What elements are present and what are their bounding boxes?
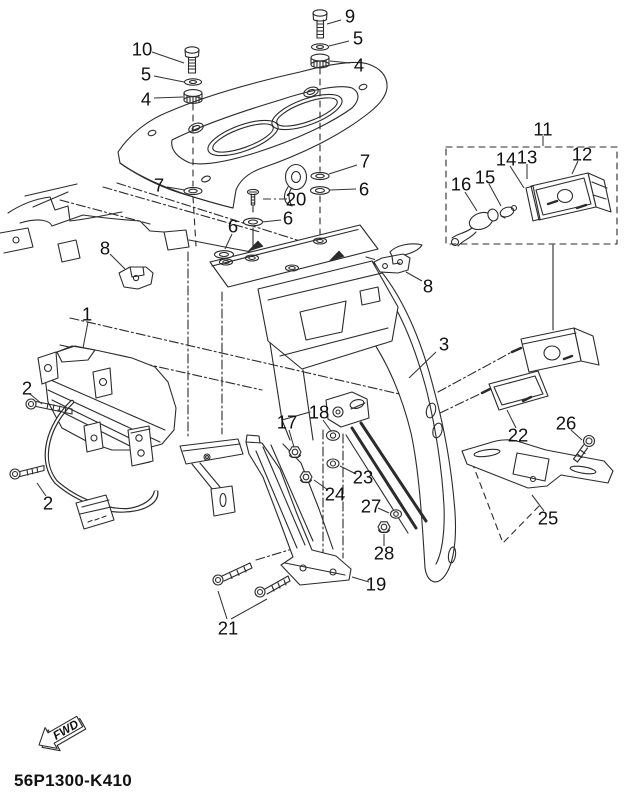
callout-20: 20: [285, 188, 307, 210]
callout-leader-6: [262, 220, 281, 222]
callout-5: 5: [352, 27, 364, 49]
part-bulb-socket-16: [452, 208, 500, 246]
fwd-arrow: [33, 710, 89, 758]
callout-24: 24: [324, 483, 346, 505]
part-code: 56P1300-K410: [14, 771, 132, 790]
part-washer-23: [327, 459, 339, 468]
callout-18: 18: [308, 401, 330, 423]
callout-leader-8: [406, 272, 422, 281]
callout-25: 25: [537, 507, 559, 529]
callout-7: 7: [359, 150, 371, 172]
callout-8: 8: [422, 275, 434, 297]
callout-22: 22: [507, 424, 529, 446]
part-nut-28: [378, 522, 390, 533]
part-damper-left: [184, 90, 202, 104]
part-taillight: [38, 346, 176, 465]
part-taillight-mount-plate: [180, 439, 243, 516]
callout-leader-21: [218, 591, 227, 619]
callout-21: 21: [217, 617, 239, 639]
callout-leader-5: [329, 41, 349, 46]
part-bolt-2-lower: [10, 466, 44, 480]
callout-leader-21: [231, 599, 267, 619]
part-license-bracket-25: [462, 440, 613, 488]
part-washer-27: [391, 510, 402, 518]
callout-leader-5: [154, 76, 184, 82]
part-bulb-15: [499, 205, 517, 218]
callout-6: 6: [282, 207, 294, 229]
callout-6: 6: [227, 215, 239, 237]
part-reflector-22: [482, 371, 548, 410]
callout-16: 16: [450, 173, 472, 195]
part-nut-17: [289, 447, 301, 458]
part-nut-24: [300, 472, 312, 483]
callout-9: 9: [344, 5, 356, 27]
callout-leader-9: [327, 20, 341, 24]
callout-13: 13: [516, 146, 538, 168]
callout-23: 23: [352, 466, 374, 488]
callout-17: 17: [276, 411, 298, 433]
callout-leader-8: [110, 254, 125, 269]
callout-6: 6: [358, 178, 370, 200]
callout-leader-16: [465, 192, 477, 211]
callout-leader-1: [83, 322, 88, 348]
callout-7: 7: [153, 174, 165, 196]
part-bolt-21a: [213, 563, 252, 585]
callout-4: 4: [140, 88, 152, 110]
fastener-column-middle: [244, 189, 264, 252]
callout-leader-4: [154, 97, 183, 98]
part-lens-12: [526, 173, 611, 221]
part-damper-plate-right: [374, 244, 422, 273]
callout-15: 15: [474, 166, 496, 188]
part-stay-hinge: [326, 392, 369, 427]
part-damper-right: [311, 54, 329, 68]
callout-11: 11: [533, 118, 553, 140]
callout-leader-4: [330, 61, 350, 63]
callout-26: 26: [555, 412, 577, 434]
fwd-label: FWD: [50, 716, 81, 743]
callout-leader-10: [152, 52, 184, 63]
callout-1: 1: [81, 303, 93, 325]
callout-28: 28: [373, 542, 395, 564]
callout-10: 10: [131, 38, 153, 60]
callout-4: 4: [353, 54, 365, 76]
callout-2: 2: [21, 377, 33, 399]
callout-19: 19: [365, 573, 387, 595]
part-damper-plate-left: [119, 267, 153, 289]
callout-leader-7: [329, 165, 357, 174]
callout-leader-6: [330, 189, 356, 190]
part-license-light-housing: [512, 328, 599, 372]
callout-2: 2: [42, 492, 54, 514]
part-bolt-21b: [255, 576, 290, 597]
callout-12: 12: [571, 143, 593, 165]
callout-3: 3: [438, 333, 450, 355]
callout-5: 5: [140, 63, 152, 85]
callout-8: 8: [99, 237, 111, 259]
part-washer-18: [327, 431, 340, 441]
part-side-bracket: [128, 426, 153, 466]
callout-14: 14: [495, 148, 517, 170]
callout-27: 27: [360, 495, 382, 517]
